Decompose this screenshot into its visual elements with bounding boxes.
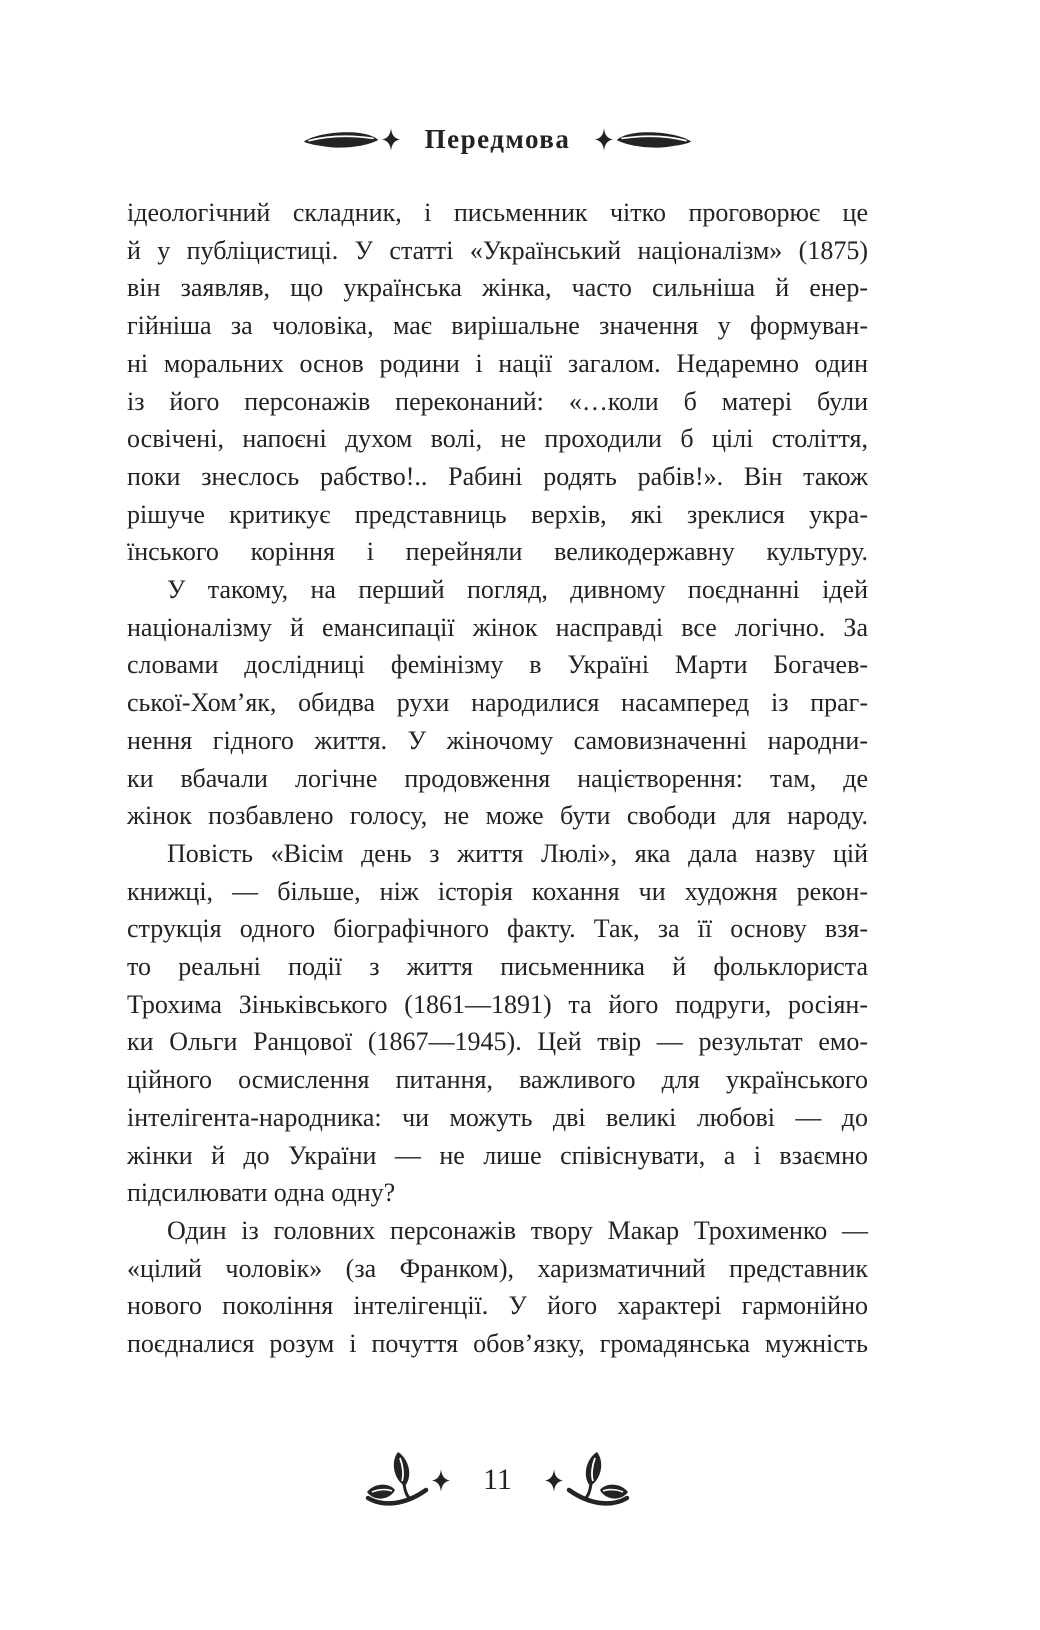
text-line: словами дослідниці фемінізму в Україні Марти Богачев- [127, 650, 868, 680]
laurel-leaf-icon [303, 130, 379, 150]
text-line: поки знеслось рабство!.. Рабині родять рабів!». Він також [127, 461, 868, 491]
leaf-sprig-icon [566, 1450, 630, 1510]
laurel-leaf-icon [616, 130, 692, 150]
page-number: 11 [483, 1463, 512, 1496]
leaf-sprig-icon [365, 1450, 429, 1510]
text-line: Повість «Вісім день з життя Люлі», яка дала назву цій [167, 838, 868, 868]
four-pointed-star-icon [382, 128, 400, 151]
text-line: Один із головних персонажів твору Макар Трохименко — [167, 1215, 868, 1245]
text-line: нового покоління інтелігенції. У його характері гармонійно [127, 1291, 868, 1321]
text-line: інтелігента-народника: чи можуть дві великі любові — до [127, 1102, 868, 1132]
text-line: книжці, — більше, ніж історія кохання чи художня рекон- [127, 876, 868, 906]
text-line: ської-Хом’як, обидва рухи народилися насамперед із праг- [127, 688, 868, 718]
text-line: струкція одного біографічного факту. Так, за її основу взя- [127, 914, 868, 944]
text-line: освічені, напоєні духом волі, не проходили б цілі століття, [127, 424, 868, 454]
text-line: ідеологічний складник, і письменник чітко проговорює це [127, 198, 868, 227]
text-line: націоналізму й емансипації жінок насправді все логічно. За [127, 612, 868, 642]
text-line: ки Ольги Ранцової (1867—1945). Цей твір — результат емо- [127, 1027, 868, 1057]
text-line: й у публіцистиці. У статті «Український націоналізм» (1875) [127, 235, 868, 265]
text-line: жінки й до України — не лише співіснувати, а і взаємно [127, 1140, 868, 1170]
text-line: рішуче критикує представниць верхів, які зреклися укра- [127, 499, 868, 529]
text-line: гійніша за чоловіка, має вирішальне значення у формуван- [127, 311, 868, 341]
text-line: поєдналися розум і почуття обов’язку, громадянська мужність [127, 1329, 868, 1359]
text-line: ні моральних основ родини і нації загалом. Недаремно один [127, 348, 868, 378]
text-line: У такому, на перший погляд, дивному поєднанні ідей [167, 575, 868, 605]
text-line: ційного осмислення питання, важливого для українського [127, 1065, 868, 1095]
page-body [127, 194, 868, 1363]
four-pointed-star-icon [432, 1469, 450, 1492]
text-line: Трохима Зіньківського (1861—1891) та його подруги, росіян- [127, 989, 868, 1019]
text-line: жінок позбавлено голосу, не може бути свободи для народу. [127, 801, 868, 831]
text-line: то реальні події з життя письменника й фольклориста [127, 952, 868, 982]
text-line: підсилювати одна одну? [127, 1178, 396, 1208]
text-line: ки вбачали логічне продовження націєтворення: там, де [127, 763, 868, 793]
text-line: він заявляв, що українська жінка, часто сильніша й енер- [127, 273, 868, 303]
four-pointed-star-icon [545, 1469, 563, 1492]
text-line: із його персонажів переконаний: «…коли б матері були [127, 386, 868, 416]
four-pointed-star-icon [595, 128, 613, 151]
chapter-header [127, 124, 868, 155]
page-footer [127, 1450, 868, 1510]
page-title: Передмова [424, 124, 571, 154]
text-line: нення гідного життя. У жіночому самовизначенні народни- [127, 725, 868, 755]
text-line: їнського коріння і перейняли великодержавну культуру. [127, 537, 868, 567]
text-line: «цілий чоловік» (за Франком), харизматичний представник [127, 1253, 868, 1283]
